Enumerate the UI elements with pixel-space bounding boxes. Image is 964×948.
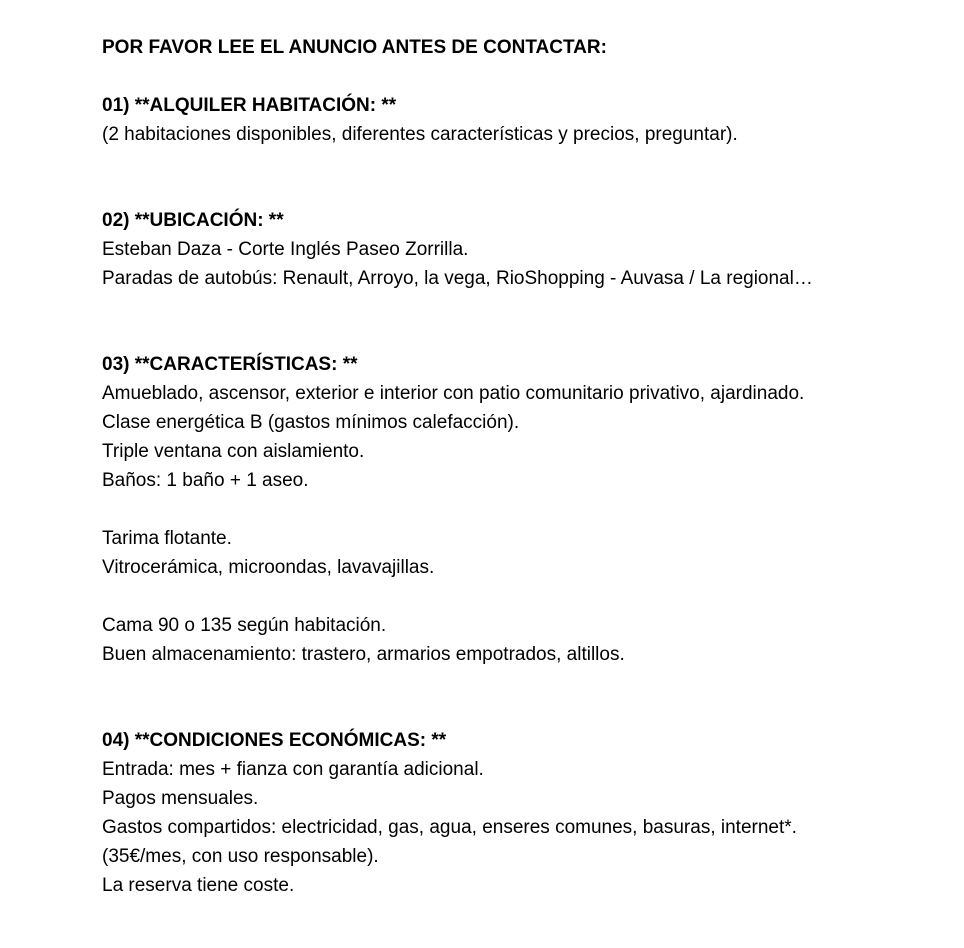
text-line: Esteban Daza - Corte Inglés Paseo Zorrilla. xyxy=(102,239,469,260)
text-line: Triple ventana con aislamiento. xyxy=(102,441,365,462)
section-condiciones xyxy=(102,726,952,900)
text-line: Clase energética B (gastos mínimos calefacción). xyxy=(102,412,520,433)
text-line: Pagos mensuales. xyxy=(102,788,259,809)
section-heading: 02) **UBICACIÓN: ** xyxy=(102,210,284,231)
text-line: (35€/mes, con uso responsable). xyxy=(102,846,379,867)
text-line: Baños: 1 baño + 1 aseo. xyxy=(102,470,309,491)
document-body xyxy=(102,33,952,900)
section-alquiler xyxy=(102,91,952,149)
text-line: Tarima flotante. xyxy=(102,528,232,549)
text-line: Buen almacenamiento: trastero, armarios empotrados, altillos. xyxy=(102,644,625,665)
section-heading: 01) **ALQUILER HABITACIÓN: ** xyxy=(102,95,397,116)
section-ubicacion xyxy=(102,206,952,293)
section-heading: 03) **CARACTERÍSTICAS: ** xyxy=(102,354,358,375)
intro-heading: POR FAVOR LEE EL ANUNCIO ANTES DE CONTACTAR: xyxy=(102,37,607,58)
text-line: Gastos compartidos: electricidad, gas, agua, enseres comunes, basuras, internet*. xyxy=(102,817,797,838)
spacer xyxy=(102,669,952,726)
spacer xyxy=(102,62,952,91)
text-line: La reserva tiene coste. xyxy=(102,875,295,896)
spacer xyxy=(102,293,952,350)
spacer xyxy=(102,149,952,206)
section-heading: 04) **CONDICIONES ECONÓMICAS: ** xyxy=(102,730,447,751)
section-caracteristicas xyxy=(102,350,952,669)
text-line: Paradas de autobús: Renault, Arroyo, la vega, RioShopping - Auvasa / La regional… xyxy=(102,268,813,289)
spacer xyxy=(102,495,952,524)
text-line: Amueblado, ascensor, exterior e interior con patio comunitario privativo, ajardinado. xyxy=(102,383,805,404)
spacer xyxy=(102,582,952,611)
text-line: Entrada: mes + fianza con garantía adicional. xyxy=(102,759,484,780)
text-line: (2 habitaciones disponibles, diferentes características y precios, preguntar). xyxy=(102,124,738,145)
text-line: Vitrocerámica, microondas, lavavajillas. xyxy=(102,557,435,578)
text-line: Cama 90 o 135 según habitación. xyxy=(102,615,387,636)
